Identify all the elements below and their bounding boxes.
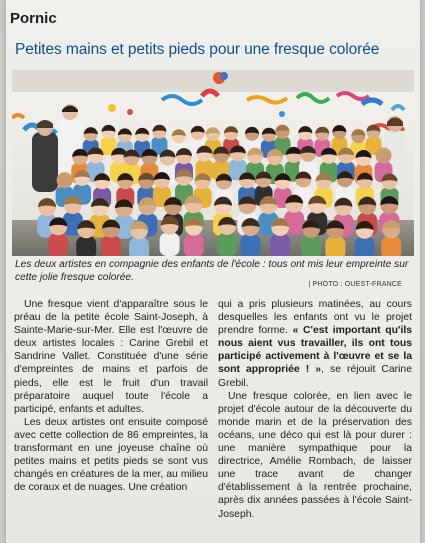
- child-body: [48, 233, 68, 256]
- child-body: [184, 234, 204, 256]
- child-body: [270, 234, 290, 256]
- photo-credit: | PHOTO : OUEST-FRANCE: [308, 281, 402, 288]
- quote-attribution: , se réjouit Carine Grebil.: [218, 364, 412, 389]
- group-photo-illustration: [12, 70, 414, 256]
- child-body: [217, 233, 237, 256]
- section-label: Pornic: [10, 10, 57, 27]
- headline: Petites mains et petits pieds pour une fresque colorée: [15, 41, 380, 58]
- child-body: [76, 236, 96, 256]
- newspaper-clipping: [6, 0, 420, 543]
- paragraph-2-continued-text: qui a pris plusieurs matinées, au cours desquelles les enfants ont vu le projet prendre forme.: [218, 299, 412, 337]
- article-column-right: [218, 298, 412, 521]
- photo-caption: Les deux artistes en compagnie des enfants de l'école : tous ont mis leur empreinte sur cette jolie fresque colorée.: [15, 259, 409, 283]
- paragraph-1: Une fresque vient d'apparaître sous le préau de la petite école Saint-Joseph, à Sainte-Marie-sur-Mer. Elle est l'œuvre de deux artistes locales : Carine Grebil et Sandrine Vallet. Constituée d'une série d'empreintes de mains et parfois de pieds, elle est le fruit d'un travail préparatoire auquel toute l'école a participé, enfants et adultes.: [14, 299, 208, 415]
- child-body: [381, 236, 401, 256]
- child-body: [325, 236, 345, 256]
- child-body: [355, 237, 375, 256]
- article-column-left: [14, 298, 208, 494]
- paragraph-2-continued: [218, 298, 412, 390]
- child-body: [160, 233, 180, 256]
- child-body: [301, 236, 321, 256]
- child-body: [240, 234, 260, 256]
- child-body: [129, 237, 149, 256]
- paragraph-2: Les deux artistes ont ensuite composé avec cette collection de 86 empreintes, la transformant en une joyeuse chaîne où petites mains et petits pieds se sont vus changés en créatures de la mer, au milieu de coraux et de nuages. Une création: [14, 416, 208, 494]
- child-body: [101, 236, 121, 256]
- article-photo: [12, 70, 414, 256]
- pull-quote: « C'est important qu'ils nous aient vus travailler, ils ont tous participé activement à l'œuvre et se la sont appropriée ! »: [218, 325, 413, 376]
- paragraph-3: Une fresque colorée, en lien avec le projet d'école autour de la découverte du monde marin et de la préservation des océans, une déco qui est là pour durer : une manière sympathique pour la directrice, Amélie Rombach, de laisser une trace avant de changer d'établissement à la rentrée prochaine, après dix années passées à l'école Saint-Joseph.: [218, 390, 412, 520]
